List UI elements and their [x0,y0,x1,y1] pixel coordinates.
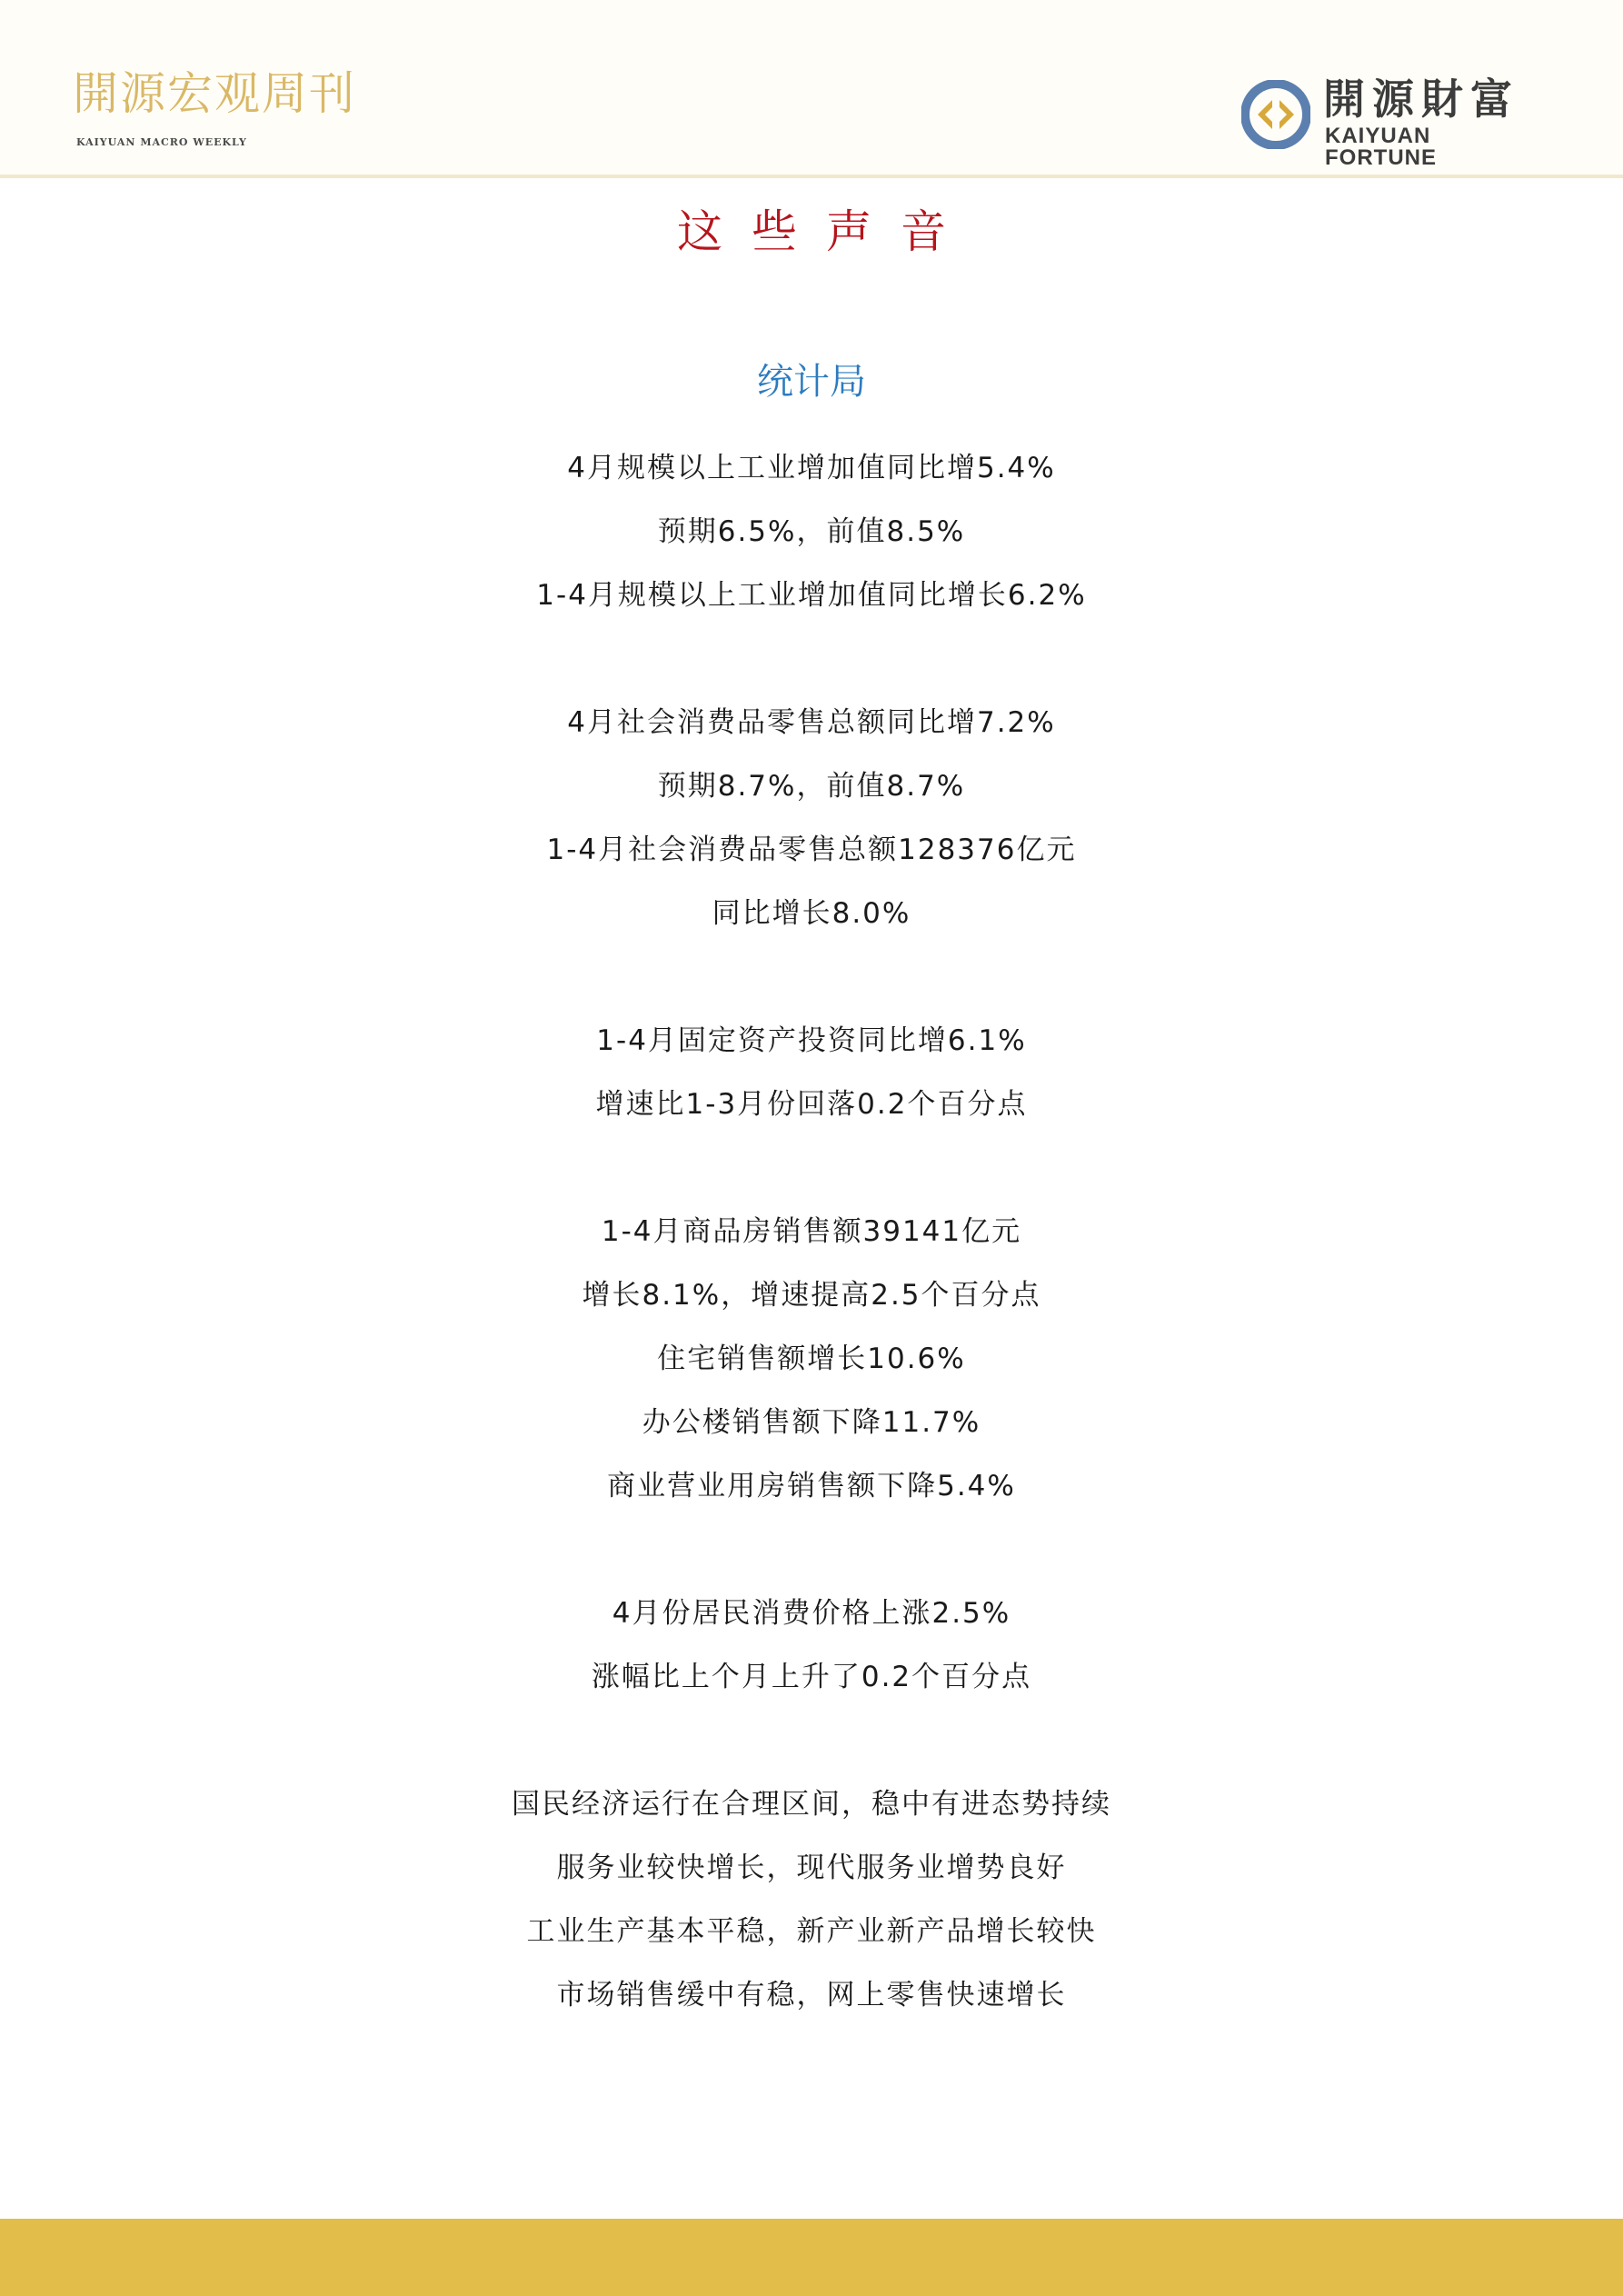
page-header [0,0,1623,178]
magazine-title: 開源宏观周刊 [73,67,356,120]
statement-group [0,1200,1623,1518]
group-spacer [0,1709,1623,1772]
statement-line: 同比增长8.0% [712,897,911,930]
statement-line: 涨幅比上个月上升了0.2个百分点 [591,1661,1032,1693]
group-spacer [0,1136,1623,1200]
statement-line: 服务业较快增长，现代服务业增势良好 [556,1852,1067,1884]
statements-body [0,436,1623,2027]
brand-name-en: KAIYUAN FORTUNE [1325,124,1437,170]
statement-line: 增速比1-3月份回落0.2个百分点 [595,1088,1028,1121]
statement-line: 商业营业用房销售额下降5.4% [607,1470,1016,1502]
statement-line: 1-4月社会消费品零售总额128376亿元 [546,834,1077,866]
brand-logo-block [1241,75,1541,170]
kaiyuan-logo-icon [1241,80,1310,149]
statement-line: 国民经济运行在合理区间，稳中有进态势持续 [512,1788,1111,1821]
brand-name-cn: 開源財富 [1323,75,1519,124]
statement-line: 1-4月商品房销售额39141亿元 [601,1215,1022,1248]
statement-group [0,1582,1623,1709]
page-title: 这些声音 [677,205,975,258]
statement-line: 住宅销售额增长10.6% [657,1343,966,1375]
statement-line: 预期6.5%，前值8.5% [657,515,966,548]
statement-line: 预期8.7%，前值8.7% [657,770,966,803]
group-spacer [0,1518,1623,1582]
magazine-subtitle: KAIYUAN MACRO WEEKLY [76,136,247,148]
statement-line: 办公楼销售额下降11.7% [642,1406,981,1439]
statement-line: 1-4月规模以上工业增加值同比增长6.2% [536,579,1087,612]
statement-group [0,1772,1623,2027]
footer-band [0,2219,1623,2296]
section-title: 统计局 [757,361,866,403]
statement-line: 4月社会消费品零售总额同比增7.2% [567,706,1056,739]
group-spacer [0,627,1623,691]
statement-group [0,436,1623,627]
statement-line: 增长8.1%，增速提高2.5个百分点 [582,1279,1041,1312]
statement-line: 4月规模以上工业增加值同比增5.4% [567,452,1056,484]
statement-line: 工业生产基本平稳，新产业新产品增长较快 [526,1915,1097,1948]
group-spacer [0,945,1623,1009]
statement-group [0,1009,1623,1136]
statement-group [0,691,1623,945]
statement-line: 4月份居民消费价格上涨2.5% [612,1597,1011,1630]
statement-line: 市场销售缓中有稳，网上零售快速增长 [556,1979,1067,2011]
statement-line: 1-4月固定资产投资同比增6.1% [596,1024,1027,1057]
